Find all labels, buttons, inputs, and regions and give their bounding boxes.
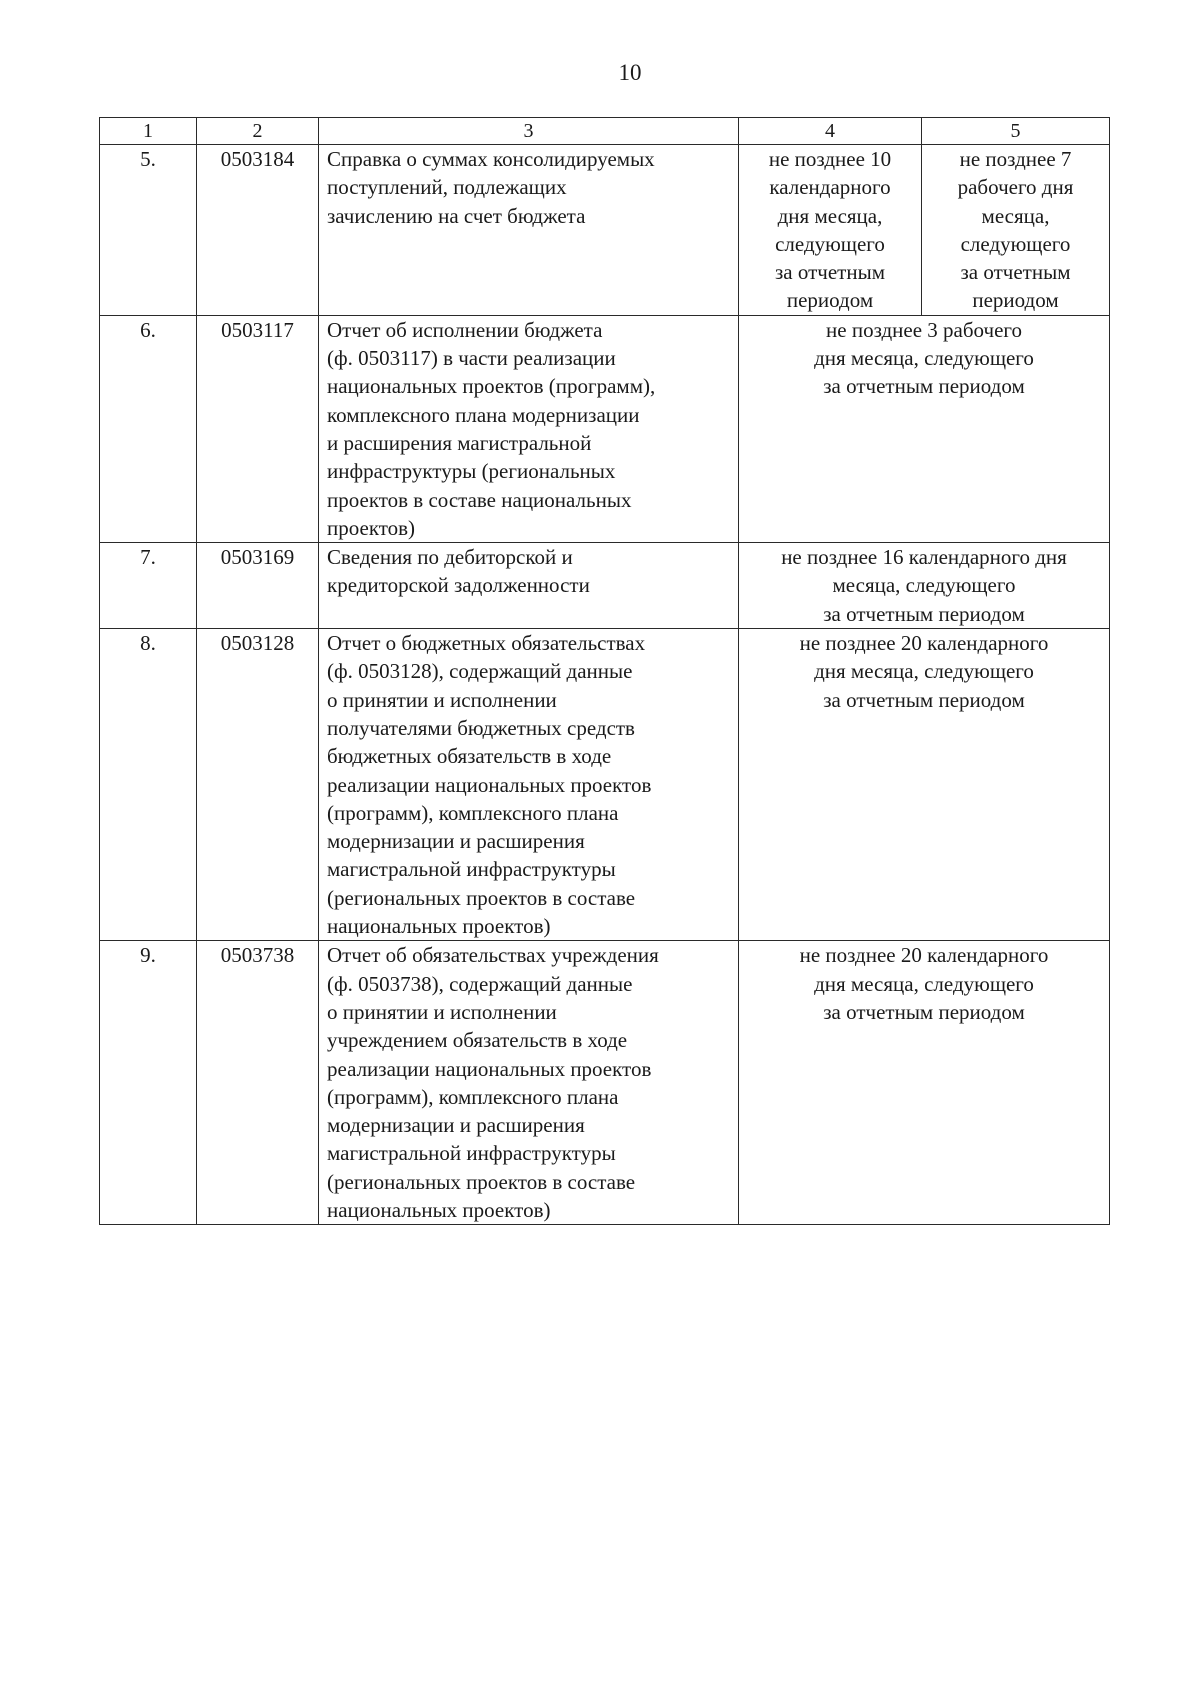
form-code: 0503128	[197, 629, 319, 941]
row-number: 6.	[100, 315, 197, 542]
deadline-column-4: не позднее 10 календарного дня месяца, следующего за отчетным периодом	[739, 145, 922, 316]
form-name: Отчет о бюджетных обязательствах (ф. 0503128), содержащий данные о принятии и исполнении получателями бюджетных средств бюджетных обязательств в ходе реализации национальных проектов (программ), комплексного плана модернизации и расширения магистральной инфраструктуры (региональных проектов в составе национальных проектов)	[319, 629, 739, 941]
form-code: 0503169	[197, 543, 319, 629]
form-name: Сведения по дебиторской и кредиторской задолженности	[319, 543, 739, 629]
row-number: 5.	[100, 145, 197, 316]
deadline-merged: не позднее 16 календарного дня месяца, следующего за отчетным периодом	[739, 543, 1110, 629]
table-row	[100, 629, 1110, 941]
form-code: 0503117	[197, 315, 319, 542]
table-row	[100, 315, 1110, 542]
form-name: Справка о суммах консолидируемых поступлений, подлежащих зачислению на счет бюджета	[319, 145, 739, 316]
deadline-column-5: не позднее 7 рабочего дня месяца, следующего за отчетным периодом	[922, 145, 1110, 316]
form-code: 0503184	[197, 145, 319, 316]
deadline-merged: не позднее 3 рабочего дня месяца, следующего за отчетным периодом	[739, 315, 1110, 542]
deadline-merged: не позднее 20 календарного дня месяца, следующего за отчетным периодом	[739, 629, 1110, 941]
form-name: Отчет об исполнении бюджета (ф. 0503117) в части реализации национальных проектов (программ), комплексного плана модернизации и расширения магистральной инфраструктуры (региональных проектов в составе национальных проектов)	[319, 315, 739, 542]
form-code: 0503738	[197, 941, 319, 1225]
column-header-1: 1	[100, 118, 197, 145]
table-row	[100, 941, 1110, 1225]
table-row	[100, 145, 1110, 316]
row-number: 7.	[100, 543, 197, 629]
table-row	[100, 543, 1110, 629]
column-header-2: 2	[197, 118, 319, 145]
row-number: 9.	[100, 941, 197, 1225]
column-number-header-row	[100, 118, 1110, 145]
column-header-3: 3	[319, 118, 739, 145]
column-header-5: 5	[922, 118, 1110, 145]
row-number: 8.	[100, 629, 197, 941]
column-header-4: 4	[739, 118, 922, 145]
deadline-merged: не позднее 20 календарного дня месяца, следующего за отчетным периодом	[739, 941, 1110, 1225]
deadline-table	[99, 117, 1110, 1225]
page-number: 10	[618, 60, 642, 85]
form-name: Отчет об обязательствах учреждения (ф. 0503738), содержащий данные о принятии и исполнении учреждением обязательств в ходе реализации национальных проектов (программ), комплексного плана модернизации и расширения магистральной инфраструктуры (региональных проектов в составе национальных проектов)	[319, 941, 739, 1225]
